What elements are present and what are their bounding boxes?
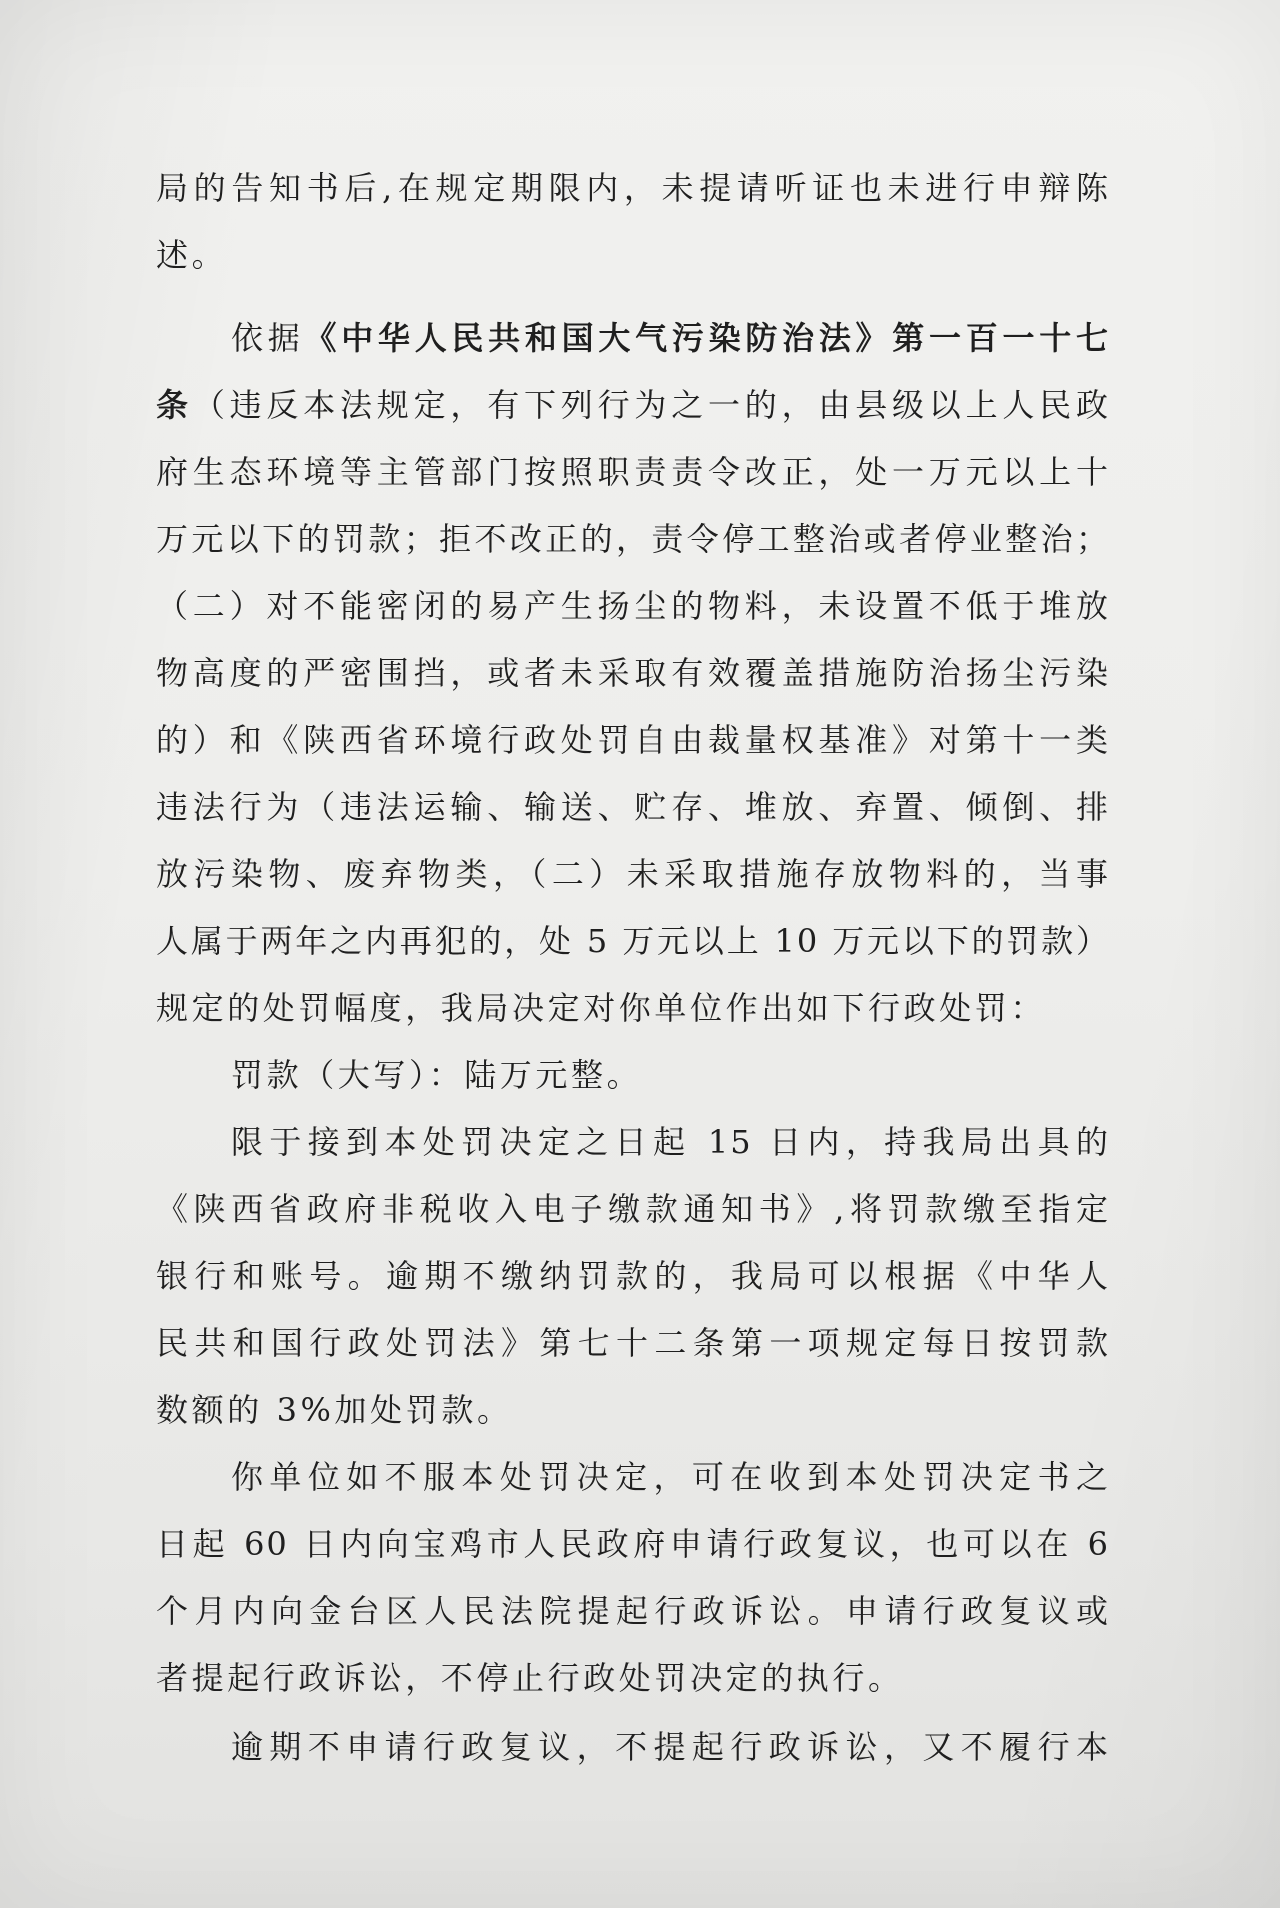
text-line: 罚款（大写）：陆万元整。 [231, 1056, 643, 1094]
text-line: 局的告知书后,在规定期限内，未提请听证也未进行申辩陈 [156, 169, 1110, 207]
text-line: 府生态环境等主管部门按照职责责令改正，处一万元以上十 [156, 453, 1110, 491]
paragraph [156, 305, 1110, 1042]
text-line: 者提起行政诉讼，不停止行政处罚决定的执行。 [156, 1659, 904, 1697]
bold-text: 《中华人民共和国大气污染防治法》第一百一十七 [304, 319, 1110, 357]
paragraph [156, 1444, 1110, 1712]
text-line: 《陕西省政府非税收入电子缴款通知书》,将罚款缴至指定 [156, 1190, 1110, 1228]
paragraph [156, 1714, 1110, 1781]
text-line: 限于接到本处罚决定之日起 15 日内，持我局出具的 [231, 1123, 1110, 1161]
text-line: 规定的处罚幅度，我局决定对你单位作出如下行政处罚： [156, 989, 1047, 1027]
text-line: 个月内向金台区人民法院提起行政诉讼。申请行政复议或 [156, 1592, 1110, 1630]
paragraph [156, 1042, 1110, 1109]
text-line: 述。 [156, 236, 228, 274]
bold-text: 条 [156, 386, 193, 424]
text-line: 的）和《陕西省环境行政处罚自由裁量权基准》对第十一类 [156, 721, 1110, 759]
text-line: 万元以下的罚款；拒不改正的，责令停工整治或者停业整治； [156, 520, 1110, 558]
plain-text: 依据 [231, 319, 305, 357]
text-line: 逾期不申请行政复议，不提起行政诉讼，又不履行本 [231, 1728, 1110, 1766]
paragraph [156, 155, 1110, 289]
plain-text: （违反本法规定，有下列行为之一的，由县级以上人民政 [192, 386, 1110, 424]
text-line: 人属于两年之内再犯的，处 5 万元以上 10 万元以下的罚款） [156, 922, 1110, 960]
text-line: 数额的 3%加处罚款。 [156, 1391, 513, 1429]
text-line: （二）对不能密闭的易产生扬尘的物料，未设置不低于堆放 [156, 587, 1110, 625]
text-line: 日起 60 日内向宝鸡市人民政府申请行政复议，也可以在 6 [156, 1525, 1110, 1563]
text-line [156, 305, 1110, 372]
text-line: 违法行为（违法运输、输送、贮存、堆放、弃置、倾倒、排 [156, 788, 1110, 826]
text-line: 银行和账号。逾期不缴纳罚款的，我局可以根据《中华人 [156, 1257, 1110, 1295]
text-line: 放污染物、废弃物类，（二）未采取措施存放物料的，当事 [156, 855, 1110, 893]
paragraph [156, 1109, 1110, 1444]
text-line: 物高度的严密围挡，或者未采取有效覆盖措施防治扬尘污染 [156, 654, 1110, 692]
text-line [156, 372, 1110, 439]
document-body [156, 155, 1110, 1781]
text-line: 你单位如不服本处罚决定，可在收到本处罚决定书之 [231, 1458, 1110, 1496]
text-line: 民共和国行政处罚法》第七十二条第一项规定每日按罚款 [156, 1324, 1110, 1362]
